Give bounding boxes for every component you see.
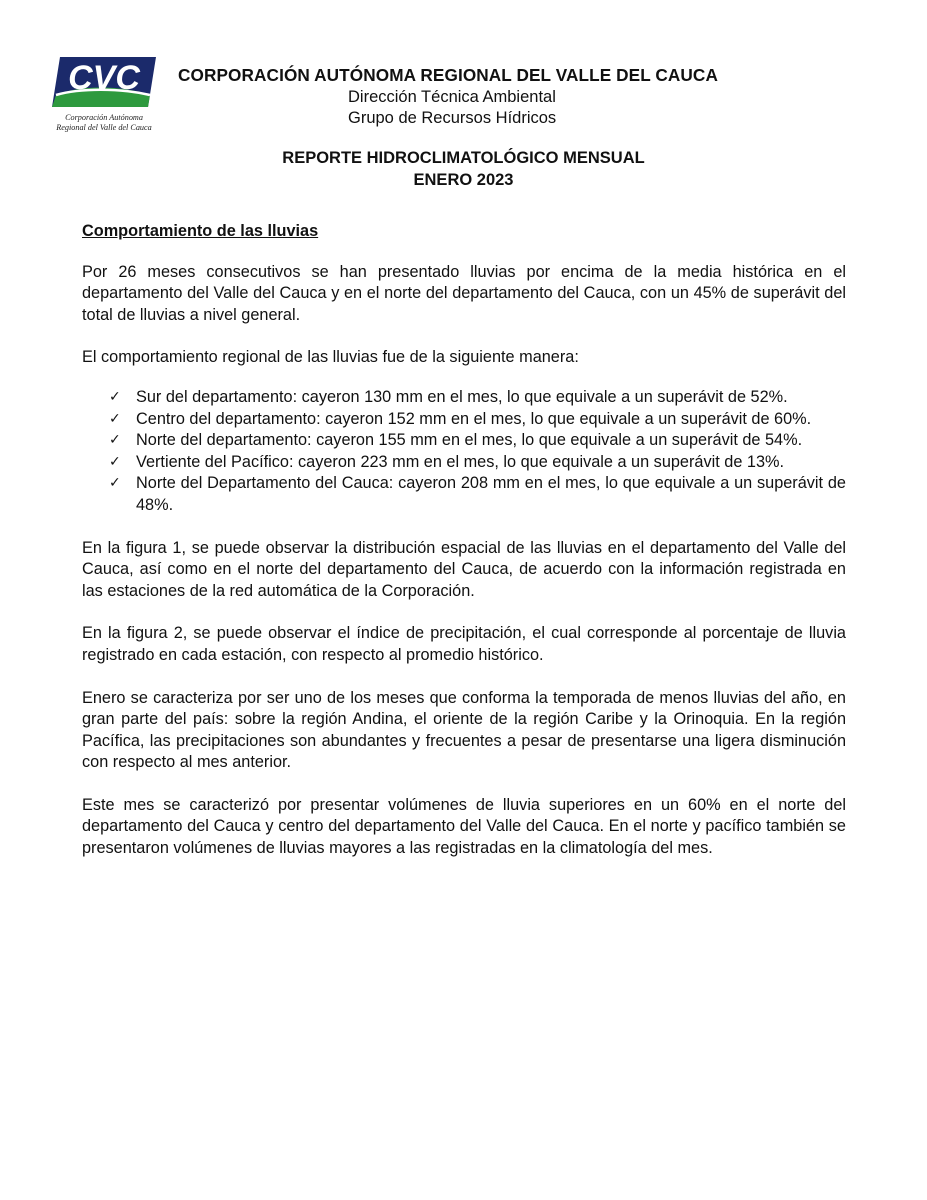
check-icon: ✓ <box>109 388 121 405</box>
paragraph-2: El comportamiento regional de las lluvias fue de la siguiente manera: <box>82 348 579 367</box>
report-title: REPORTE HIDROCLIMATOLÓGICO MENSUAL <box>282 149 645 167</box>
list-item <box>82 430 846 452</box>
section-heading: Comportamiento de las lluvias <box>82 222 319 240</box>
check-icon: ✓ <box>109 410 121 427</box>
list-item <box>82 409 846 431</box>
list-item <box>82 452 846 474</box>
list-item <box>82 387 846 409</box>
cvc-logo-text: CVC <box>68 59 140 97</box>
list-item-text: Sur del departamento: cayeron 130 mm en el mes, lo que equivale a un superávit de 52%. <box>136 387 788 406</box>
check-icon: ✓ <box>109 475 121 492</box>
department-name: Dirección Técnica Ambiental <box>348 88 556 106</box>
report-body <box>82 221 846 881</box>
list-item <box>82 473 846 516</box>
group-name: Grupo de Recursos Hídricos <box>348 109 557 127</box>
report-period: ENERO 2023 <box>413 171 514 189</box>
list-item-text: Norte del departamento: cayeron 155 mm en el mes, lo que equivale a un superávit de 54%. <box>136 431 803 450</box>
list-item-text: Centro del departamento: cayeron 152 mm en el mes, lo que equivale a un superávit de 60%. <box>136 409 812 428</box>
paragraph-3: En la figura 1, se puede observar la distribución espacial de las lluvias en el departamento del Valle del Cauca, así como en el norte del departamento del Cauca, de acuerdo con la información registrada en las estaciones de la red automática de la Corporación. <box>82 538 846 600</box>
paragraph-5: Enero se caracteriza por ser uno de los meses que conforma la temporada de menos lluvias del año, en gran parte del país: sobre la región Andina, el oriente de la región Caribe y la Orinoquia. En la región Pacífica, las precipitaciones son abundantes y frecuentes a pesar de presentarse una ligera disminución con respecto al mes anterior. <box>82 688 846 772</box>
paragraph-6: Este mes se caracterizó por presentar volúmenes de lluvia superiores en un 60% en el norte del departamento del Cauca y centro del departamento del Valle del Cauca. En el norte y pacífico también se presentaron volúmenes de lluvias mayores a las registradas en la climatología del mes. <box>82 795 846 858</box>
logo-caption <box>50 113 158 133</box>
logo-caption-line-1: Corporación Autónoma <box>65 113 143 122</box>
list-item-text: Norte del Departamento del Cauca: cayeron 208 mm en el mes, lo que equivale a un superávit de 48%. <box>136 474 846 514</box>
cvc-logo <box>50 55 158 139</box>
cvc-logo-mark <box>50 55 158 113</box>
paragraph-4: En la figura 2, se puede observar el índice de precipitación, el cual corresponde al porcentaje de lluvia registrado en cada estación, con respecto al promedio histórico. <box>82 624 846 664</box>
paragraph-1: Por 26 meses consecutivos se han presentado lluvias por encima de la media histórica en el departamento del Valle del Cauca y en el norte del departamento del Cauca, con un 45% de superávit del total de lluvias a nivel general. <box>82 262 846 324</box>
check-icon: ✓ <box>109 453 121 470</box>
logo-caption-line-2: Regional del Valle del Cauca <box>56 123 152 132</box>
list-item-text: Vertiente del Pacífico: cayeron 223 mm en el mes, lo que equivale a un superávit de 13%. <box>136 452 785 471</box>
organization-name: CORPORACIÓN AUTÓNOMA REGIONAL DEL VALLE DEL CAUCA <box>178 65 718 85</box>
check-icon: ✓ <box>109 432 121 449</box>
regional-rainfall-list <box>82 387 846 517</box>
